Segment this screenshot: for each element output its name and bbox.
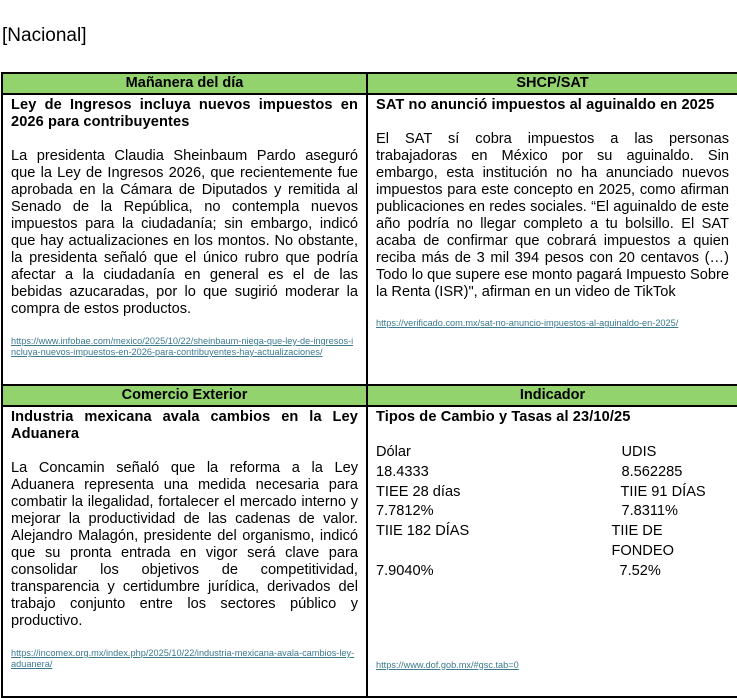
header-shcp-sat: SHCP/SAT xyxy=(367,73,737,94)
source-link[interactable]: https://incomex.org.mx/index.php/2025/10/22/industria-mexicana-avala-cambios-ley-aduanera/ xyxy=(11,648,355,669)
indicator-title: Tipos de Cambio y Tasas al 23/10/25 xyxy=(376,409,631,425)
news-body: La presidenta Claudia Sheinbaum Pardo aseguró que la Ley de Ingresos 2026, que recientemente fue aprobada en la Cámara de Diputados y remitida al Senado de la República, no contempla nuevos impuestos para la ciudadanía; sin embargo, indicó que hay actualizaciones en los montos. No obstante, la presidenta señaló que el único rubro que podría afectar a la ciudadanía en general es el de las bebidas azucaradas, por lo que sugirió moderar la compra de estos productos. xyxy=(11,148,358,317)
indicator-label-dolar: Dólar xyxy=(376,444,411,460)
news-cell-mananera xyxy=(2,94,367,385)
news-cell-comercio-exterior xyxy=(2,406,367,697)
indicator-value-dolar: 18.4333 xyxy=(376,463,429,480)
header-row xyxy=(2,73,737,94)
news-title: SAT no anunció impuestos al aguinaldo en 2025 xyxy=(376,97,715,113)
section-label: [Nacional] xyxy=(2,25,87,46)
news-title: Industria mexicana avala cambios en la Ley Aduanera xyxy=(11,409,358,442)
indicator-value-tiie-28: 7.7812% xyxy=(376,503,434,520)
header-indicador: Indicador xyxy=(367,385,737,406)
news-body: El SAT sí cobra impuestos a las personas trabajadoras en México por su aguinaldo. Sin embargo, esta institución no ha anunciado nuevos impuestos para este concepto en 2025, como afirman publicaciones en redes sociales. “El aguinaldo de este año podría no llegar completo a tu bolsillo. El SAT acaba de confirmar que cobrará impuestos a quien reciba más de 3 mil 394 pesos con 20 centavos (…) Todo lo que supere ese monto pagará Impuesto Sobre la Renta (ISR)", afirman en un video de TikTok xyxy=(376,131,729,300)
header-mananera: Mañanera del día xyxy=(2,73,367,94)
header-comercio-exterior: Comercio Exterior xyxy=(2,385,367,406)
indicator-label-tiie-fondeo: TIIE DE FONDEO xyxy=(611,523,674,559)
content-row xyxy=(2,406,737,697)
indicator-label-tiie-182: TIIE 182 DÍAS xyxy=(376,523,470,540)
indicator-value-tiie-182: 7.9040% xyxy=(376,562,434,579)
source-link[interactable]: https://verificado.com.mx/sat-no-anuncio-impuestos-al-aguinaldo-en-2025/ xyxy=(376,318,679,328)
indicator-value-udis: 8.562285 xyxy=(621,463,683,480)
news-cell-shcp-sat xyxy=(367,94,737,385)
indicator-label-tiie-28: TIEE 28 días xyxy=(376,483,461,500)
indicator-label-tiie-91: TIIE 91 DÍAS xyxy=(620,483,706,500)
news-title: Ley de Ingresos incluya nuevos impuestos en 2026 para contribuyentes xyxy=(11,97,358,130)
indicator-value-tiie-91: 7.8311% xyxy=(621,503,679,520)
source-link[interactable]: https://www.infobae.com/mexico/2025/10/22/sheinbaum-niega-que-ley-de-ingresos-incluya-nuevos-impuestos-en-2026-para-contribuyentes-hay-actualizaciones/ xyxy=(11,336,354,357)
content-row xyxy=(2,94,737,385)
indicator-cell xyxy=(367,406,737,697)
news-body: La Concamin señaló que la reforma a la Ley Aduanera representa una medida necesaria para combatir la ilegalidad, fortalecer el mercado interno y mejorar la productividad de las cadenas de valor. Alejandro Malagón, presidente del organismo, indicó que su pronta entrada en vigor será clave para consolidar los objetivos de competitividad, transparencia y certidumbre jurídica, derivados del trabajo conjunto entre los sectores público y productivo. xyxy=(11,460,358,629)
header-row xyxy=(2,385,737,406)
indicator-grid xyxy=(376,443,729,582)
indicator-label-udis: UDIS xyxy=(621,444,657,460)
source-link[interactable]: https://www.dof.gob.mx/#gsc.tab=0 xyxy=(376,659,519,670)
indicator-value-tiie-fondeo: 7.52% xyxy=(619,562,661,579)
news-table xyxy=(1,72,737,698)
